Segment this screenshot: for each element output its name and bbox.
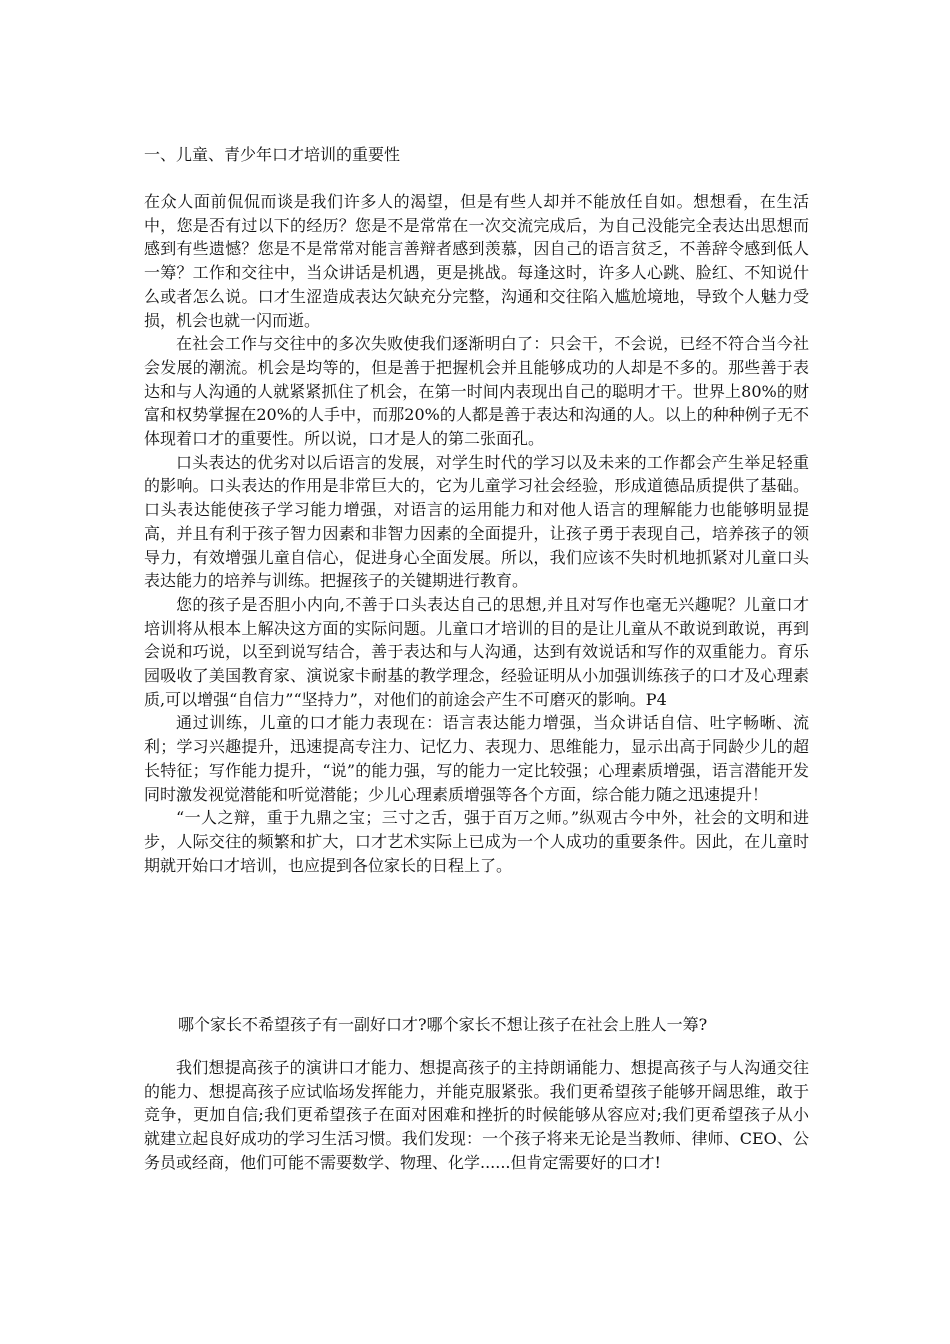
- section-heading: 一、儿童、青少年口才培训的重要性: [144, 145, 401, 164]
- paragraph-social-work: 在社会工作与交往中的多次失败使我们逐渐明白了：只会干，不会说，已经不符合当今社会发展的潮流。机会是均等的，但是善于把握机会并且能够成功的人却是不多的。那些善于表达和与人沟通的人就紧紧抓住了机会，在第一时间内表现出自己的聪明才干。世界上80%的财富和权势掌握在20%的人手中，而那20%的人都是善于表达和沟通的人。以上的种种例子无不体现着口才的重要性。所以说，口才是人的第二张面孔。: [144, 334, 809, 449]
- closing-section: [144, 1056, 809, 1175]
- paragraph-oral-expression: 口头表达的优劣对以后语言的发展，对学生时代的学习以及未来的工作都会产生举足轻重的影响。口头表达的作用是非常巨大的，它为儿童学习社会经验，形成道德品质提供了基础。口头表达能使孩子学习能力增强，对语言的运用能力和对他人语言的理解能力也能够明显提高，并且有利于孩子智力因素和非智力因素的全面提升，让孩子勇于表现自己，培养孩子的领导力，有效增强儿童自信心，促进身心全面发展。所以，我们应该不失时机地抓紧对儿童口头表达能力的培养与训练。把握孩子的关键期进行教育。: [144, 452, 809, 591]
- article-body: [144, 190, 809, 877]
- sub-heading: 哪个家长不希望孩子有一副好口才?哪个家长不想让孩子在社会上胜人一筹?: [178, 1015, 708, 1034]
- paragraph-intro: 在众人面前侃侃而谈是我们许多人的渴望，但是有些人却并不能放任自如。想想看，在生活中，您是否有过以下的经历？您是不是常常在一次交流完成后，为自己没能完全表达出思想而感到有些遗憾？您是不是常常对能言善辩者感到羡慕，因自己的语言贫乏，不善辞令感到低人一筹？工作和交往中，当众讲话是机遇，更是挑战。每逢这时，许多人心跳、脸红、不知说什么或者怎么说。口才生涩造成表达欠缺充分完整，沟通和交往陷入尴尬境地，导致个人魅力受损，机会也就一闪而逝。: [144, 192, 809, 330]
- paragraph-training-goal: 您的孩子是否胆小内向,不善于口头表达自己的思想,并且对写作也毫无兴趣呢？儿童口才培训将从根本上解决这方面的实际问题。儿童口才培训的目的是让儿童从不敢说到敢说，再到会说和巧说，以至到说写结合，善于表达和与人沟通，达到有效说话和写作的双重能力。育乐园吸收了美国教育家、演说家卡耐基的教学理念，经验证明从小加强训练孩子的口才及心理素质,可以增强“自信力”“坚持力”，对他们的前途会产生不可磨灭的影响。P4: [144, 594, 809, 709]
- paragraph-training-results: 通过训练，儿童的口才能力表现在：语言表达能力增强，当众讲话自信、吐字畅晰、流利；学习兴趣提升，迅速提高专注力、记忆力、表现力、思维能力，显示出高于同龄少儿的超长特征；写作能力提升，“说”的能力强，写的能力一定比较强；心理素质增强，语言潜能开发同时激发视觉潜能和听觉潜能；少儿心理素质增强等各个方面，综合能力随之迅速提升！: [144, 713, 809, 804]
- closing-paragraph: 我们想提高孩子的演讲口才能力、想提高孩子的主持朗诵能力、想提高孩子与人沟通交往的能力、想提高孩子应试临场发挥能力，并能克服紧张。我们更希望孩子能够开阔思维，敢于竞争，更加自信;我们更希望孩子在面对困难和挫折的时候能够从容应对;我们更希望孩子从小就建立起良好成功的学习生活习惯。我们发现：一个孩子将来无论是当教师、律师、CEO、公务员或经商，他们可能不需要数学、物理、化学......但肯定需要好的口才!: [144, 1058, 809, 1172]
- paragraph-conclusion: “一人之辩，重于九鼎之宝；三寸之舌，强于百万之师。”纵观古今中外，社会的文明和进步，人际交往的频繁和扩大，口才艺术实际上已成为一个人成功的重要条件。因此，在儿童时期就开始口才培训，也应提到各位家长的日程上了。: [144, 808, 809, 875]
